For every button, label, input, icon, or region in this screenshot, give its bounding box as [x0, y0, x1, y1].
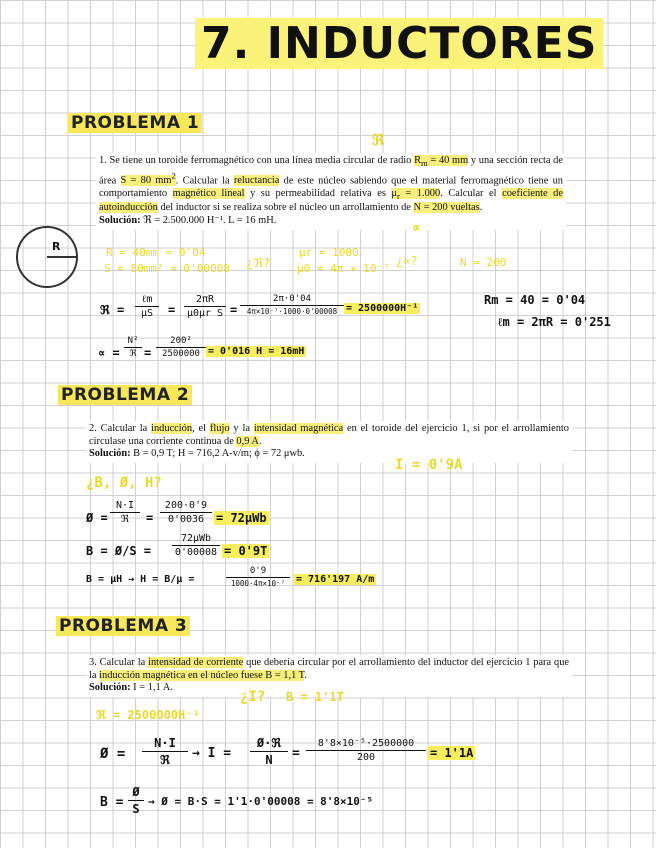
frac-bar: [172, 545, 220, 546]
p3-eq1-frac3: [306, 738, 426, 763]
p1-mu-eq: = 1.000: [399, 187, 441, 199]
p2-eq1-frac1-num: N·I: [115, 500, 135, 511]
p1-eq2-result: [206, 346, 306, 357]
frac-bar: [156, 347, 206, 348]
p1-s-sup: 2: [171, 170, 176, 181]
p1-eq2-result-text: = 0'016 H = 16mH: [208, 346, 305, 357]
p1-eq2-frac1: [124, 336, 142, 359]
p1-eq1-frac1-den: μS: [140, 308, 154, 319]
p1-eq1-frac2-num: 2πR: [195, 294, 215, 305]
p1-g: .: [479, 202, 483, 214]
p1-a: y una sección recta de área: [99, 155, 563, 187]
frac-bar: [226, 577, 290, 578]
p1-eq2-lhs: ∝ =: [98, 346, 120, 360]
p2-current: I = 0'9A: [395, 457, 463, 473]
problem-2-heading-text: PROBLEMA 2: [58, 385, 192, 405]
p3-eq1-frac3-num: 8'8×10⁻⁵·2500000: [317, 738, 415, 749]
p2-a: 2. Calcular la: [89, 423, 152, 434]
p1-eq1-result: [344, 303, 420, 314]
p1-data-1: R = 40mm = 0'04: [106, 246, 206, 259]
frac-bar: [128, 800, 144, 801]
p1-eq1-frac3-den: 4π×10⁻⁷·1000·0'00008: [246, 307, 338, 316]
p2-b: , el: [192, 423, 210, 434]
p1-s: S = 80 mm: [120, 175, 172, 187]
p3-eq1-arrow: → I =: [192, 746, 232, 761]
p1-lineal: magnético lineal: [172, 187, 245, 199]
problem-3-heading-text: PROBLEMA 3: [56, 616, 190, 636]
p1-data-5: N = 200: [460, 256, 507, 269]
p1-pre: 1. Se tiene un toroide ferromagnético con una línea media circular de radio: [99, 155, 415, 166]
p3-eq1-frac1: [142, 736, 188, 767]
p2-eq3-a: B = μH → H = B/μ =: [86, 574, 195, 585]
p2-c: y la: [229, 423, 254, 434]
p3-given: B = 1'1T: [286, 690, 344, 704]
p1-q1: ¿ℜ?: [246, 256, 271, 270]
p2-eq1-result-text: = 72μWb: [216, 511, 267, 525]
p1-d: y su permeabilidad relativa es: [244, 187, 392, 199]
p1-data-3: μr = 1000: [299, 246, 359, 259]
p2-solution-text: B = 0,9 T; H = 716,2 A-v/m; ϕ = 72 μwb.: [130, 448, 305, 460]
p1-eq1-eq1: =: [168, 303, 176, 317]
p2-eq3-frac: [226, 566, 290, 588]
p1-side-2: ℓm = 2πR = 0'251: [498, 315, 611, 329]
p3-induccion: inducción magnética en el núcleo fuese B = 1,1 T: [99, 669, 305, 681]
frac-bar: [110, 512, 140, 513]
p3-reluct: ℜ = 2500000H⁻¹: [96, 708, 200, 722]
p1-eq2-eq: =: [144, 346, 152, 360]
p1-e: . Calcular el: [440, 187, 503, 199]
p1-eq2-frac2: [156, 336, 206, 359]
p2-eq3-frac-den: 1000·4π×10⁻⁷: [230, 579, 286, 588]
p3-eq1-frac2-num: Ø·ℜ: [256, 736, 282, 750]
p1-b: . Calcular la: [175, 175, 234, 187]
p1-eq2-frac1-den: ℜ: [129, 349, 137, 359]
p1-eq1-frac2: [184, 294, 226, 319]
p2-eq1-eq: =: [146, 511, 154, 525]
p2-eq1-frac1-den: ℜ: [120, 514, 130, 525]
p3-eq1-result-text: = 1'1A: [430, 746, 474, 760]
p1-solution-text: ℜ = 2.500.000 H⁻¹. L = 16 mH.: [140, 215, 277, 226]
page-title: [195, 18, 603, 69]
p2-corriente: 0,9 A: [236, 435, 259, 447]
problem-1-heading-text: PROBLEMA 1: [68, 113, 202, 133]
frac-bar: [124, 347, 142, 348]
problem-3-heading: [56, 616, 190, 636]
p2-solution-label: Solución:: [89, 448, 131, 460]
p3-b: que debería circular por el arrollamiento del inductor del ejercicio 1 para que la: [89, 657, 569, 681]
p3-eq2-rest: → Ø = B·S = 1'1·0'00008 = 8'8×10⁻⁵: [148, 795, 374, 808]
p3-eq1-frac1-den: ℜ: [160, 753, 170, 767]
p3-c: .: [304, 669, 307, 681]
problem-2-heading: [58, 385, 192, 405]
frac-bar: [160, 512, 212, 513]
p2-eq2-frac-num: 72μWb: [180, 533, 212, 544]
p1-eq1-eq2: =: [230, 303, 238, 317]
p2-eq1-lhs: Ø =: [86, 511, 108, 525]
p1-coef: coeficiente de autoinducción: [99, 187, 563, 214]
p2-eq2-result: [222, 544, 269, 558]
p3-solution-text: I = 1,1 A.: [130, 682, 173, 694]
p2-eq1-frac2-den: 0'0036: [167, 514, 205, 525]
p3-eq2-frac-den: S: [132, 802, 140, 816]
problem-1-text: [99, 155, 563, 215]
p1-solution-label: Solución:: [99, 215, 141, 226]
p1-arrow-note-alpha: ∝: [412, 220, 421, 236]
p1-mu-sub: r: [396, 190, 400, 201]
frac-bar: [306, 750, 426, 751]
p2-eq2-frac-den: 0'00008: [174, 547, 218, 558]
p3-eq2-frac: [128, 785, 144, 816]
p1-eq2-frac2-den: 2500000: [162, 349, 200, 359]
problem-1-heading: [68, 113, 202, 133]
p1-f: del inductor si se realiza sobre el núcleo un arrollamiento de: [157, 202, 414, 214]
p1-reluctancia: reluctancia: [233, 175, 280, 187]
p3-eq1-frac1-num: N·I: [154, 736, 176, 750]
radius-label: R: [52, 240, 61, 253]
frac-bar: [135, 306, 159, 307]
p1-radius: [414, 155, 469, 169]
frac-bar: [250, 751, 288, 752]
p3-eq1-frac2-den: N: [265, 753, 273, 767]
p1-side-1: Rm = 40 = 0'04: [484, 293, 586, 307]
toroid-sketch: [16, 226, 78, 288]
p3-a: 3. Calcular la: [89, 657, 149, 668]
p1-eq1-frac3-num: 2π·0'04: [273, 294, 311, 304]
p1-eq2-frac2-num: 200²: [170, 336, 192, 346]
p1-data-4: μ0 = 4π × 10⁻⁷: [297, 262, 390, 275]
p2-question: ¿B, Ø, H?: [86, 475, 162, 491]
p1-mu: [391, 188, 440, 199]
p2-eq3-frac-num: 0'9: [249, 566, 267, 576]
p1-q2: ¿∝?: [396, 254, 418, 268]
p3-eq1-eq: =: [292, 746, 300, 761]
p1-r-sub: m: [421, 158, 428, 169]
p3-intensidad: intensidad de corriente: [148, 657, 244, 668]
p2-e: .: [258, 435, 262, 447]
p1-area: [120, 170, 176, 187]
p1-c: de este núcleo sabiendo que el material ferromagnético tiene un comportamiento: [99, 175, 563, 199]
frac-bar: [184, 306, 226, 307]
p1-eq1-result-text: = 2500000H⁻¹: [346, 303, 419, 314]
radius-line: [47, 256, 76, 258]
p2-eq3-result: [294, 574, 376, 585]
p2-induccion: inducción: [151, 423, 193, 434]
p2-eq1-frac2-num: 200·0'9: [164, 500, 208, 511]
p2-flujo: flujo: [209, 423, 230, 434]
page-title-text: 7. INDUCTORES: [195, 18, 603, 69]
problem-1-solution: [99, 215, 563, 228]
problem-2-text: [89, 423, 569, 448]
problem-1-statement: [96, 153, 566, 230]
p2-d: en el toroide del ejercicio 1, si por el arrollamiento circulase una corriente continua de: [89, 423, 569, 447]
p1-eq2-frac1-num: N²: [127, 336, 139, 346]
problem-3-text: [89, 657, 569, 682]
problem-2-solution: [89, 448, 569, 461]
p1-eq1-frac2-den: μ0μr S: [186, 308, 224, 319]
p2-eq2-lhs: B = Ø/S =: [86, 544, 152, 558]
p1-r-eq: = 40 mm: [427, 155, 469, 166]
p3-eq2-lhs: B =: [100, 795, 124, 810]
p1-arrow-note-reluct: ℜ: [372, 131, 385, 149]
p1-eq1-frac1: [135, 294, 159, 319]
p2-eq1-frac2: [160, 500, 212, 525]
frac-bar: [142, 751, 188, 752]
p3-eq1-frac2: [250, 736, 288, 767]
p3-question: ¿I?: [240, 689, 266, 705]
p2-eq2-result-text: = 0'9T: [224, 544, 268, 558]
p2-eq3-result-text: = 716'197 A/m: [296, 574, 375, 585]
p1-mu-sym: μ: [391, 187, 397, 199]
p1-n: N = 200 vueltas: [413, 202, 480, 214]
p2-eq1-result: [214, 511, 269, 525]
problem-2-statement: [86, 421, 572, 463]
p3-eq2-frac-num: Ø: [132, 785, 140, 799]
p2-intensidad: intensidad magnética: [253, 423, 344, 434]
frac-bar: [240, 305, 344, 306]
p2-eq2-frac: [172, 533, 220, 558]
p1-eq1-frac1-num: ℓm: [141, 294, 153, 305]
p1-eq1-frac3: [240, 294, 344, 316]
p1-r: R: [414, 155, 421, 166]
p3-eq1-lhs: Ø =: [100, 746, 126, 762]
p3-eq1-frac3-den: 200: [356, 752, 376, 763]
p3-eq1-result: [428, 746, 475, 760]
p1-data-2: S = 80mm² = 0'00008: [104, 262, 230, 275]
p1-eq1-lhs: ℜ =: [100, 303, 125, 317]
p2-eq1-frac1: [110, 500, 140, 525]
p3-solution-label: Solución:: [89, 682, 131, 694]
